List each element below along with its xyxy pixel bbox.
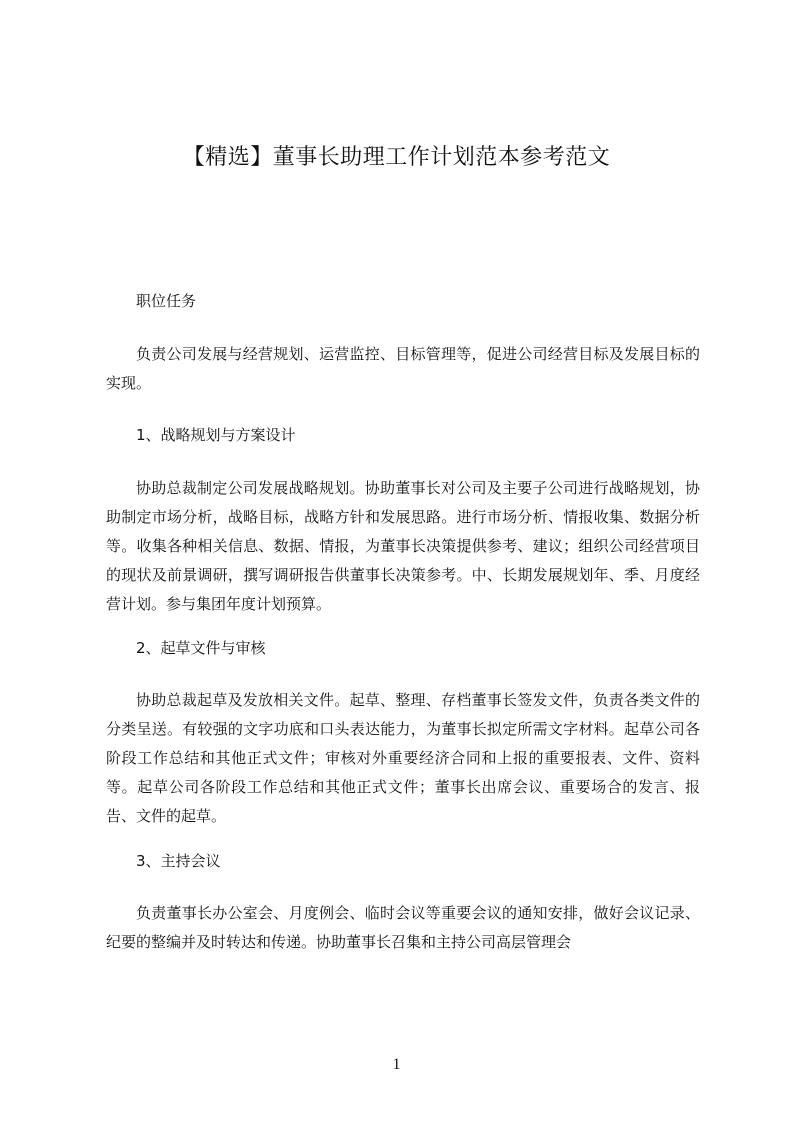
page-number: 1 xyxy=(392,1056,401,1073)
section-heading-drafting: 2、起草文件与审核 xyxy=(136,639,266,657)
drafting-paragraph: 协助总裁起草及发放相关文件。起草、整理、存档董事长签发文件，负责各类文件的分类呈送。有较强的文字功底和口头表达能力，为董事长拟定所需文字材料。起草公司各阶段工作总结和其他正式文件；审核对外重要经济合同和上报的重要报表、文件、资料等。起草公司各阶段工作总结和其他正式文件；董事长出席会议、重要场合的发言、报告、文件的起草。 xyxy=(106,691,700,825)
section-heading-meetings: 3、主持会议 xyxy=(136,852,221,870)
strategy-paragraph: 协助总裁制定公司发展战略规划。协助董事长对公司及主要子公司进行战略规划，协助制定市场分析，战略目标，战略方针和发展思路。进行市场分析、情报收集、数据分析等。收集各种相关信息、数据、情报，为董事长决策提供参考、建议；组织公司经营项目的现状及前景调研，撰写调研报告供董事长决策参考。中、长期发展规划年、季、月度经营计划。参与集团年度计划预算。 xyxy=(106,479,700,613)
section-heading-position: 职位任务 xyxy=(136,292,197,310)
meetings-paragraph: 负责董事长办公室会、月度例会、临时会议等重要会议的通知安排，做好会议记录、纪要的整编并及时转达和传递。协助董事长召集和主持公司高层管理会 xyxy=(106,904,700,951)
section-heading-strategy: 1、战略规划与方案设计 xyxy=(136,426,296,444)
intro-paragraph: 负责公司发展与经营规划、运营监控、目标管理等，促进公司经营目标及发展目标的实现。 xyxy=(106,345,700,392)
document-title: 【精选】董事长助理工作计划范本参考范文 xyxy=(182,145,611,170)
